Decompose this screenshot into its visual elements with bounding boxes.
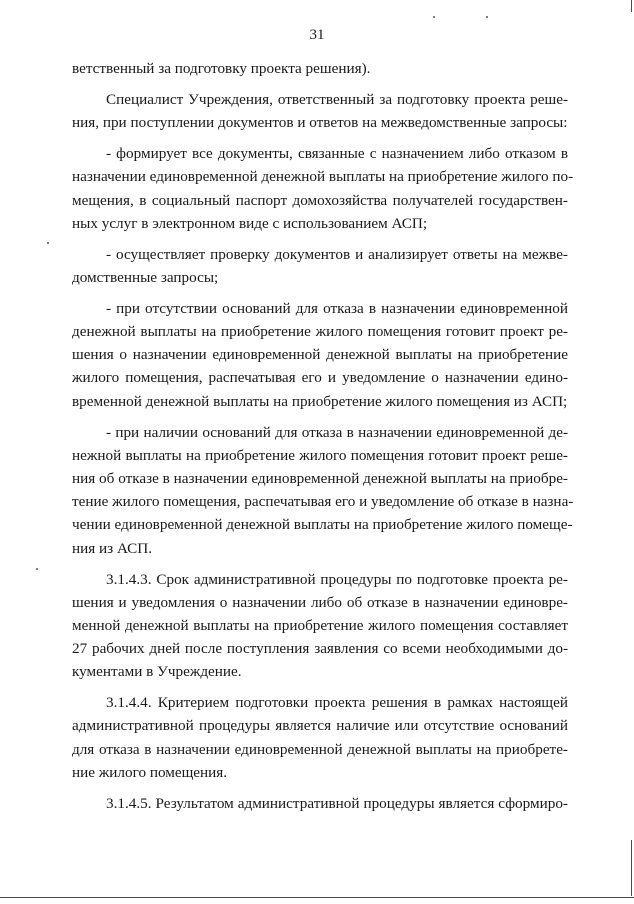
text-line: ния из АСП.: [72, 539, 153, 557]
text-line: жилого помещения, распечатывая его и уведомление о назначении едино-: [72, 369, 568, 387]
scan-speck: [36, 568, 38, 570]
text-line: 3.1.4.4. Критерием подготовки проекта решения в рамках настоящей: [106, 694, 568, 712]
paragraph: [72, 142, 574, 235]
scan-edge-mark: [631, 0, 632, 12]
text-line: ние жилого помещения.: [72, 763, 228, 781]
text-line: - осуществляет проверку документов и анализирует ответы на межве-: [106, 245, 568, 263]
text-line: - при отсутствии оснований для отказа в назначении единовременной: [106, 299, 568, 317]
text-line: назначении единовременной денежной выплаты на приобретение жилого по-: [72, 168, 574, 186]
text-line: 3.1.4.5. Результатом административной процедуры является сформиро-: [106, 794, 568, 812]
scan-edge-mark: [0, 897, 634, 898]
paragraph: [72, 792, 568, 815]
scan-speck: [47, 242, 49, 244]
document-body: [72, 57, 574, 815]
text-line: кументами в Учреждение.: [72, 663, 242, 681]
text-line: домственные запросы;: [72, 268, 219, 286]
text-line: - при наличии оснований для отказа в назначении единовременной де-: [106, 423, 568, 441]
text-line: - формирует все документы, связанные с назначением либо отказом в: [106, 145, 568, 163]
paragraph: [72, 297, 568, 413]
text-line: чении единовременной денежной выплаты на приобретение жилого помеще-: [72, 516, 573, 534]
text-line: тение жилого помещения, распечатывая его и уведомление об отказе в назна-: [72, 493, 574, 511]
text-line: ных услуг в электронном виде с использованием АСП;: [72, 214, 428, 232]
text-line: шения и уведомления о назначении либо об отказе в назначении единовре-: [72, 593, 568, 611]
paragraph: [72, 691, 568, 784]
text-line: ния об отказе в назначении единовременной денежной выплаты на приобре-: [72, 469, 568, 487]
paragraph: [72, 57, 568, 80]
text-line: Специалист Учреждения, ответственный за подготовку проекта реше-: [106, 90, 568, 108]
text-line: нежной выплаты на приобретение жилого помещения готовит проект реше-: [72, 446, 568, 464]
page-number: 31: [309, 27, 325, 43]
text-line: 27 рабочих дней после поступления заявления со всеми необходимыми до-: [72, 640, 568, 658]
paragraph: [72, 568, 568, 684]
text-line: административной процедуры является наличие или отсутствие оснований: [72, 717, 568, 735]
text-line: для отказа в назначении единовременной денежной выплаты на приобрете-: [72, 740, 568, 758]
text-line: временной денежной выплаты на приобретение жилого помещения из АСП;: [72, 392, 568, 410]
paragraph: [72, 421, 574, 560]
text-line: шения о назначении единовременной денежной выплаты на приобретение: [72, 346, 568, 364]
scan-edge-mark: [631, 840, 632, 896]
scan-speck: [433, 16, 435, 18]
paragraph: [72, 88, 568, 134]
text-line: ветственный за подготовку проекта решения).: [72, 60, 371, 77]
text-line: 3.1.4.3. Срок административной процедуры по подготовке проекта ре-: [106, 570, 568, 588]
text-line: денежной выплаты на приобретение жилого помещения готовит проект ре-: [72, 323, 568, 341]
text-line: менной денежной выплаты на приобретение жилого помещения составляет: [72, 616, 568, 634]
text-line: мещения, в социальный паспорт домохозяйства получателей государствен-: [72, 191, 568, 209]
scan-speck: [486, 16, 488, 18]
paragraph: [72, 243, 568, 289]
text-line: ния, при поступлении документов и ответов на межведомственные запросы:: [72, 114, 568, 132]
